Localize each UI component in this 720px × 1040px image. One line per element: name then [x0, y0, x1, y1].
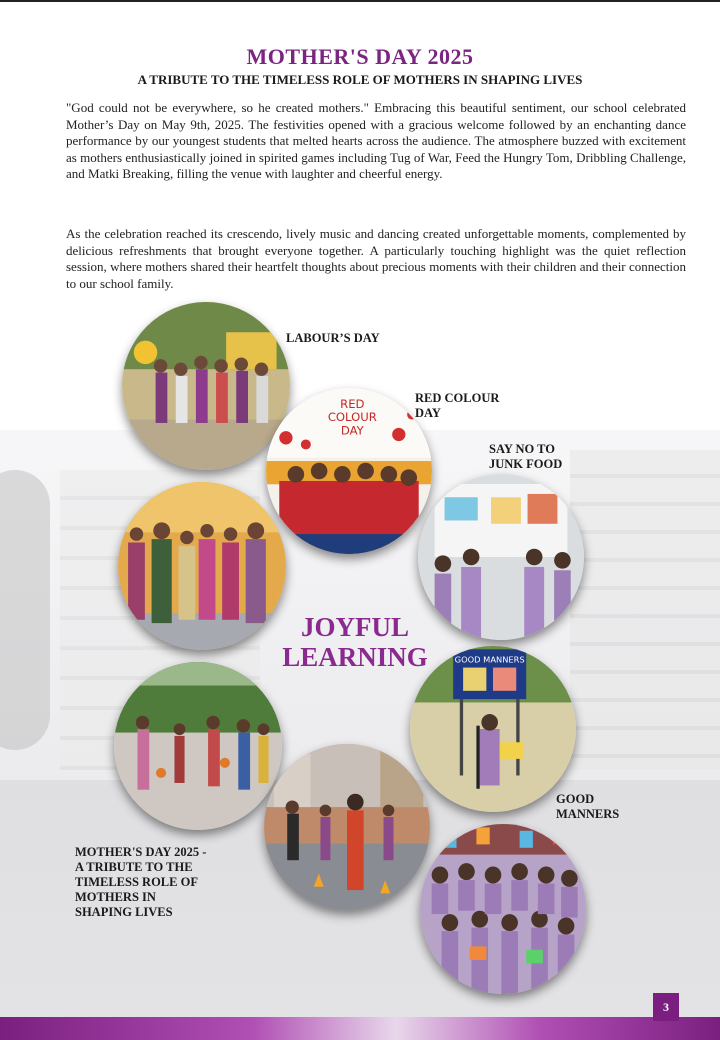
red-colour-sign-text: RED	[340, 396, 365, 411]
photo-students-group	[420, 824, 586, 994]
svg-text:DAY: DAY	[340, 423, 364, 438]
good-manners-board-text: GOOD MANNERS	[454, 654, 525, 665]
svg-text:COLOUR: COLOUR	[327, 410, 377, 425]
page-number: 3	[653, 993, 679, 1021]
joyful-learning-heading	[270, 612, 440, 672]
photo-playground-games	[114, 662, 282, 830]
label-labours-day: LABOUR’S DAY	[286, 331, 380, 345]
photo-courtyard-activity	[264, 744, 430, 910]
page-title: MOTHER'S DAY 2025	[246, 44, 474, 69]
photo-labours-day	[122, 302, 290, 470]
paragraph-intro: "God could not be everywhere, so he created mothers." Embracing this beautiful sentiment, our school celebrated Mother’s Day on May 9th, 2025. The festivities opened with a gracious welcome followed by an enchanting dance performance by our youngest students that melted hearts across the audience. The atmosphere buzzed with excitement as mothers enthusiastically joined in spirited games including Tug of War, Feed the Hungry Tom, Dribbling Challenge, and Matki Breaking, filling the venue with laughter and cheerful energy.	[66, 100, 686, 181]
label-mothers-day-caption: MOTHER'S DAY 2025 - A TRIBUTE TO THE TIMELESS ROLE OF MOTHERS IN SHAPING LIVES	[75, 845, 207, 919]
joyful-heading-line1: JOYFUL	[301, 612, 409, 642]
label-say-no-junk-food: SAY NO TO JUNK FOOD	[489, 442, 563, 471]
joyful-heading-line2: LEARNING	[282, 642, 428, 672]
page-subtitle: A TRIBUTE TO THE TIMELESS ROLE OF MOTHERS IN SHAPING LIVES	[137, 72, 583, 87]
photo-red-colour-day	[266, 388, 432, 554]
label-red-colour-day: RED COLOUR DAY	[415, 391, 500, 420]
background-tree	[0, 470, 50, 750]
paragraph-celebration: As the celebration reached its crescendo, lively music and dancing created unforgettable moments, complemented by delicious refreshments that brought everyone together. A particularly touching highlight was the quiet reflection session, where mothers shared their heartfelt thoughts about precious moments with their children and their connection to our school family.	[66, 226, 686, 291]
footer-bar	[0, 1017, 720, 1040]
label-good-manners: GOOD MANNERS	[556, 792, 620, 821]
background-building-right	[570, 450, 720, 770]
photo-mothers-group	[118, 482, 286, 650]
photo-say-no-junk-food	[418, 474, 584, 640]
top-border	[0, 0, 720, 2]
